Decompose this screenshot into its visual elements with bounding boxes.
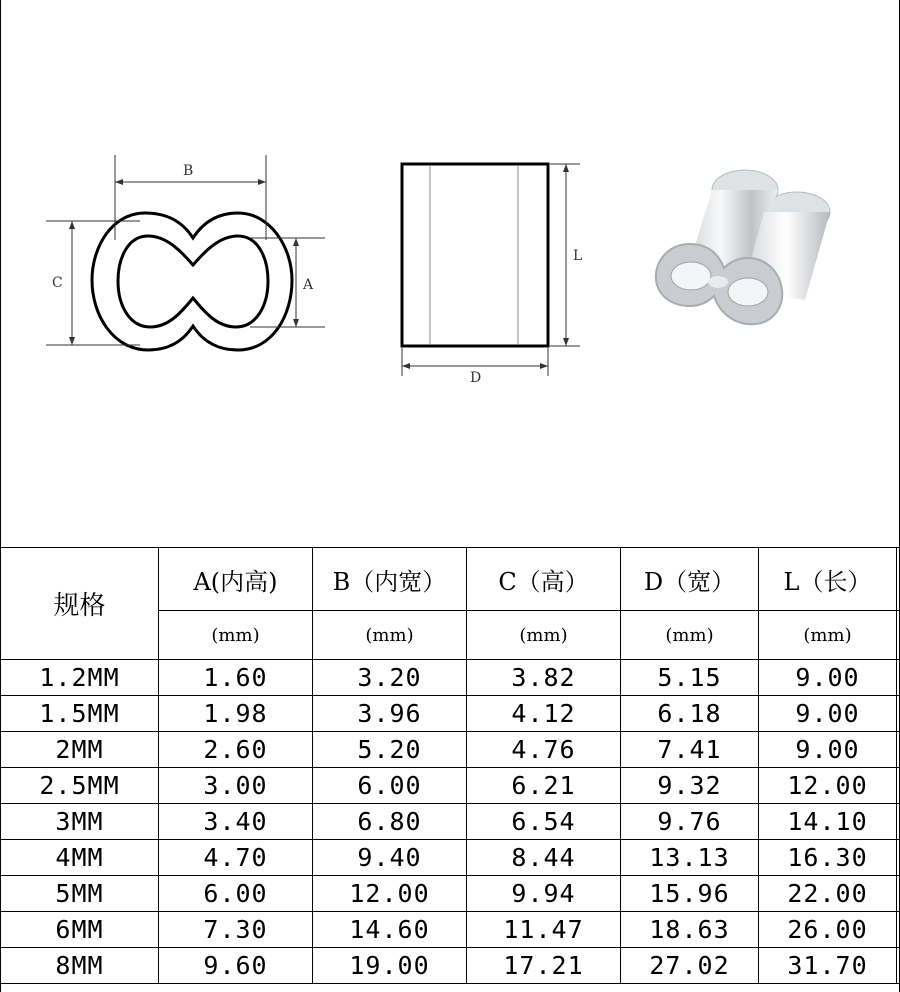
cell-c: 6.21 — [467, 768, 621, 804]
table-row — [1, 912, 900, 948]
table-edge-cell — [897, 660, 900, 696]
cell-l: 9.00 — [759, 732, 897, 768]
table-row — [1, 660, 900, 696]
table-edge-cell — [897, 611, 900, 660]
unit-l: (mm) — [759, 611, 897, 660]
cell-a: 7.30 — [159, 912, 313, 948]
label-c: C — [52, 275, 63, 291]
cell-c: 8.44 — [467, 840, 621, 876]
label-d: D — [470, 370, 482, 386]
cell-d: 6.18 — [621, 696, 759, 732]
cell-a: 2.60 — [159, 732, 313, 768]
side-view-drawing — [402, 164, 582, 386]
cell-c: 4.12 — [467, 696, 621, 732]
cell-d: 18.63 — [621, 912, 759, 948]
ferrule-photo — [656, 170, 830, 324]
cell-a: 3.00 — [159, 768, 313, 804]
cell-a: 1.60 — [159, 660, 313, 696]
cell-d: 7.41 — [621, 732, 759, 768]
col-header-b: B（内宽） — [313, 548, 467, 611]
table-row — [1, 840, 900, 876]
cell-l: 9.00 — [759, 696, 897, 732]
cell-l: 16.30 — [759, 840, 897, 876]
cell-d: 5.15 — [621, 660, 759, 696]
col-header-a: A(内高) — [159, 548, 313, 611]
cell-l: 14.10 — [759, 804, 897, 840]
cell-spec: 4MM — [1, 840, 159, 876]
table-row — [1, 732, 900, 768]
label-l: L — [573, 248, 583, 264]
cell-spec: 1.2MM — [1, 660, 159, 696]
top-view-drawing — [46, 155, 325, 350]
cell-d: 9.32 — [621, 768, 759, 804]
cell-c: 3.82 — [467, 660, 621, 696]
cell-spec: 2MM — [1, 732, 159, 768]
table-edge-cell — [897, 948, 900, 984]
cell-c: 9.94 — [467, 876, 621, 912]
cell-d: 15.96 — [621, 876, 759, 912]
spec-table — [0, 547, 900, 984]
cell-l: 31.70 — [759, 948, 897, 984]
table-edge-cell — [897, 804, 900, 840]
table-header-row — [1, 548, 900, 611]
table-row — [1, 948, 900, 984]
cell-l: 26.00 — [759, 912, 897, 948]
cell-spec: 1.5MM — [1, 696, 159, 732]
cell-a: 6.00 — [159, 876, 313, 912]
table-row — [1, 804, 900, 840]
table-edge-cell — [897, 876, 900, 912]
cell-spec: 6MM — [1, 912, 159, 948]
unit-c: (mm) — [467, 611, 621, 660]
table-row — [1, 696, 900, 732]
cell-c: 4.76 — [467, 732, 621, 768]
table-edge-cell — [897, 732, 900, 768]
cell-a: 9.60 — [159, 948, 313, 984]
cell-b: 3.20 — [313, 660, 467, 696]
col-header-d: D（宽） — [621, 548, 759, 611]
cell-a: 3.40 — [159, 804, 313, 840]
cell-spec: 5MM — [1, 876, 159, 912]
table-edge-cell — [897, 768, 900, 804]
cell-b: 5.20 — [313, 732, 467, 768]
label-a: A — [303, 277, 314, 293]
col-header-l: L（长） — [759, 548, 897, 611]
cell-spec: 2.5MM — [1, 768, 159, 804]
col-header-c: C（高） — [467, 548, 621, 611]
unit-a: (mm) — [159, 611, 313, 660]
table-edge-cell — [897, 912, 900, 948]
cell-a: 1.98 — [159, 696, 313, 732]
unit-d: (mm) — [621, 611, 759, 660]
table-edge-cell — [897, 548, 900, 611]
cell-b: 6.00 — [313, 768, 467, 804]
table-edge-cell — [897, 840, 900, 876]
cell-b: 3.96 — [313, 696, 467, 732]
cell-c: 6.54 — [467, 804, 621, 840]
unit-b: (mm) — [313, 611, 467, 660]
cell-b: 19.00 — [313, 948, 467, 984]
cell-c: 17.21 — [467, 948, 621, 984]
cell-d: 27.02 — [621, 948, 759, 984]
cell-b: 12.00 — [313, 876, 467, 912]
label-b: B — [183, 163, 194, 179]
cell-c: 11.47 — [467, 912, 621, 948]
cell-spec: 3MM — [1, 804, 159, 840]
cell-l: 12.00 — [759, 768, 897, 804]
cell-b: 6.80 — [313, 804, 467, 840]
spec-header: 规格 — [1, 548, 159, 660]
cell-l: 22.00 — [759, 876, 897, 912]
cell-l: 9.00 — [759, 660, 897, 696]
cell-b: 9.40 — [313, 840, 467, 876]
table-row — [1, 876, 900, 912]
cell-b: 14.60 — [313, 912, 467, 948]
cell-spec: 8MM — [1, 948, 159, 984]
cell-d: 13.13 — [621, 840, 759, 876]
table-edge-cell — [897, 696, 900, 732]
cell-a: 4.70 — [159, 840, 313, 876]
table-row — [1, 768, 900, 804]
cell-d: 9.76 — [621, 804, 759, 840]
